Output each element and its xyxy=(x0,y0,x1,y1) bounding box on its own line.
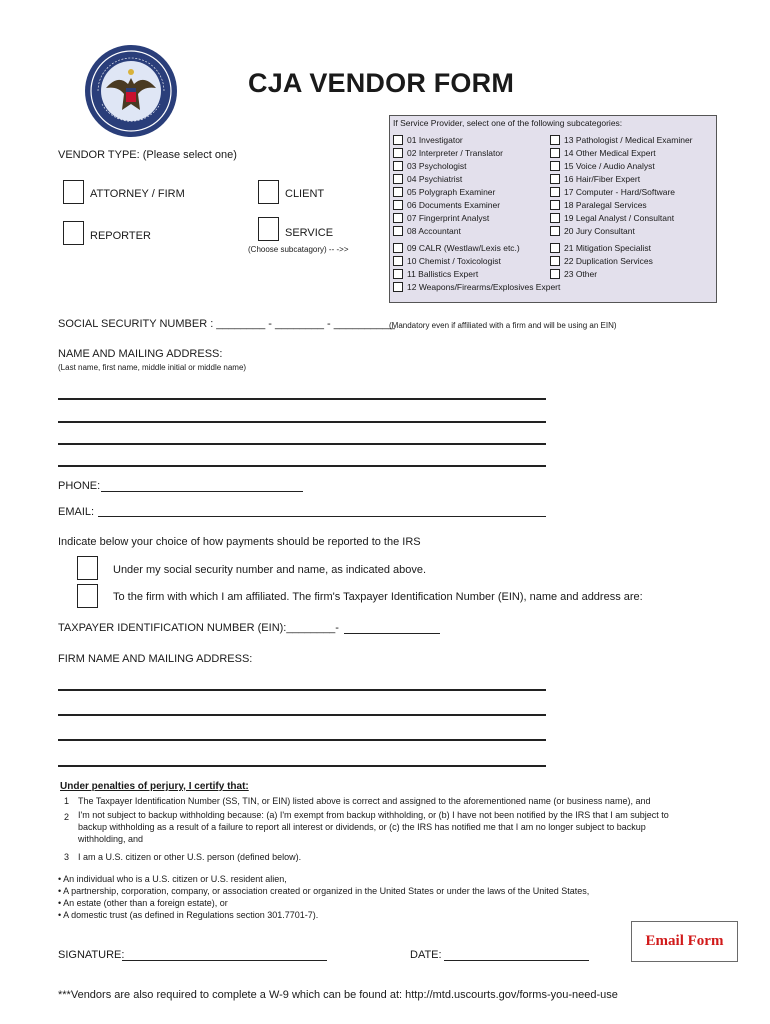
attorney-label: ATTORNEY / FIRM xyxy=(90,188,185,200)
subcategory-left-item[interactable] xyxy=(393,242,560,255)
subcategory-left-item[interactable] xyxy=(393,255,560,268)
subcategory-checkbox[interactable] xyxy=(393,213,403,223)
subcategory-list-left xyxy=(393,134,560,294)
subcategory-checkbox[interactable] xyxy=(393,200,403,210)
firm-address-line-1[interactable] xyxy=(58,689,546,691)
subcategory-label: 12 Weapons/Firearms/Explosives Expert xyxy=(407,282,561,292)
subcategory-checkbox[interactable] xyxy=(550,213,560,223)
subcategory-checkbox[interactable] xyxy=(550,256,560,266)
name-address-line-3[interactable] xyxy=(58,443,546,445)
subcategory-checkbox[interactable] xyxy=(550,226,560,236)
court-seal-logo xyxy=(84,44,178,138)
footer-note: ***Vendors are also required to complete a W-9 which can be found at: http://mtd.uscourts.gov/forms-you-need-use xyxy=(58,989,618,1001)
subcategory-label: 13 Pathologist / Medical Examiner xyxy=(564,135,693,145)
certify-num-1: 1 xyxy=(64,796,70,806)
subcategory-right-item[interactable] xyxy=(550,225,693,238)
subcategory-right-item[interactable] xyxy=(550,255,693,268)
subcategory-left-item[interactable] xyxy=(393,186,560,199)
ssn-label[interactable]: SOCIAL SECURITY NUMBER : ________ - ________ - __________ xyxy=(58,318,395,330)
subcategory-checkbox[interactable] xyxy=(393,243,403,253)
subcategory-label: 14 Other Medical Expert xyxy=(564,148,656,158)
bullet-3: • An estate (other than a foreign estate), or xyxy=(58,898,228,908)
certify-item-2: I'm not subject to backup withholding because: (a) I'm exempt from backup withholding, or (b) I have not been notified by the IRS that I am subject to backup withholding as a result of a failure to report all interest or dividends, or (c) the IRS has notified me that I am no longer subject to backup withholding, and xyxy=(78,810,669,844)
subcategory-right-item[interactable] xyxy=(550,242,693,255)
name-address-note: (Last name, first name, middle initial or middle name) xyxy=(58,363,247,372)
attorney-checkbox[interactable] xyxy=(63,180,84,204)
service-checkbox[interactable] xyxy=(258,217,279,241)
subcategory-label: 05 Polygraph Examiner xyxy=(407,187,496,197)
vendor-type-label: VENDOR TYPE: (Please select one) xyxy=(58,149,237,161)
service-note: (Choose subcatagory) -- ->> xyxy=(248,245,349,254)
subcategory-right-item[interactable] xyxy=(550,186,693,199)
subcategory-label: 01 Investigator xyxy=(407,135,463,145)
subcategory-left-item[interactable] xyxy=(393,173,560,186)
bullet-4: • A domestic trust (as defined in Regulations section 301.7701-7). xyxy=(58,910,319,920)
subcategory-list-right xyxy=(550,134,693,281)
subcategory-label: 19 Legal Analyst / Consultant xyxy=(564,213,675,223)
certify-num-2: 2 xyxy=(64,812,70,822)
subcategory-right-item[interactable] xyxy=(550,212,693,225)
ein-label: TAXPAYER IDENTIFICATION NUMBER (EIN):________- xyxy=(58,622,339,634)
ssn-note: (Mandatory even if affiliated with a firm and will be using an EIN) xyxy=(389,321,617,330)
irs-firm-checkbox[interactable] xyxy=(77,584,98,608)
subcategory-right-item[interactable] xyxy=(550,147,693,160)
subcategory-checkbox[interactable] xyxy=(393,256,403,266)
subcategory-right-item[interactable] xyxy=(550,199,693,212)
subcategory-checkbox[interactable] xyxy=(393,187,403,197)
subcategory-checkbox[interactable] xyxy=(550,148,560,158)
subcategory-checkbox[interactable] xyxy=(550,174,560,184)
subcategory-left-item[interactable] xyxy=(393,225,560,238)
subcategory-right-item[interactable] xyxy=(550,268,693,281)
certify-item-1: The Taxpayer Identification Number (SS, TIN, or EIN) listed above is correct and assigned to the aforementioned name (or business name), and xyxy=(78,796,651,806)
subcategory-left-item[interactable] xyxy=(393,268,560,281)
subcategory-label: 07 Fingerprint Analyst xyxy=(407,213,490,223)
bullet-2: • A partnership, corporation, company, or association created or organized in the United States or under the laws of the United States, xyxy=(58,886,590,896)
subcategory-left-item[interactable] xyxy=(393,281,560,294)
subcategory-label: 09 CALR (Westlaw/Lexis etc.) xyxy=(407,243,520,253)
irs-ssn-checkbox[interactable] xyxy=(77,556,98,580)
subcategory-label: 08 Accountant xyxy=(407,226,461,236)
subcategory-label: 17 Computer - Hard/Software xyxy=(564,187,676,197)
subcategory-label: 20 Jury Consultant xyxy=(564,226,635,236)
subcategory-label: 16 Hair/Fiber Expert xyxy=(564,174,641,184)
name-address-line-2[interactable] xyxy=(58,421,546,423)
subcategory-left-item[interactable] xyxy=(393,147,560,160)
subcategory-label: 21 Mitigation Specialist xyxy=(564,243,651,253)
email-label: EMAIL: xyxy=(58,506,95,518)
signature-field[interactable] xyxy=(122,960,327,961)
subcategory-label: 15 Voice / Audio Analyst xyxy=(564,161,655,171)
subcategory-checkbox[interactable] xyxy=(393,148,403,158)
subcategory-label: 11 Ballistics Expert xyxy=(407,269,479,279)
name-address-line-4[interactable] xyxy=(58,465,546,467)
client-label: CLIENT xyxy=(285,188,325,200)
email-field[interactable] xyxy=(98,516,546,517)
subcategory-right-item[interactable] xyxy=(550,160,693,173)
subcategory-checkbox[interactable] xyxy=(550,135,560,145)
bullet-1: • An individual who is a U.S. citizen or U.S. resident alien, xyxy=(58,874,287,884)
phone-field[interactable] xyxy=(101,491,303,492)
firm-address-line-2[interactable] xyxy=(58,714,546,716)
client-checkbox[interactable] xyxy=(258,180,279,204)
subcategory-checkbox[interactable] xyxy=(550,161,560,171)
subcategory-checkbox[interactable] xyxy=(393,161,403,171)
reporter-checkbox[interactable] xyxy=(63,221,84,245)
service-label: SERVICE xyxy=(285,227,334,239)
subcategory-left-item[interactable] xyxy=(393,212,560,225)
firm-address-line-3[interactable] xyxy=(58,739,546,741)
subcategory-heading: If Service Provider, select one of the following subcategories: xyxy=(393,118,623,128)
certify-item-3: I am a U.S. citizen or other U.S. person (defined below). xyxy=(78,852,302,862)
subcategory-right-item[interactable] xyxy=(550,173,693,186)
ein-field[interactable] xyxy=(344,633,440,634)
subcategory-checkbox[interactable] xyxy=(393,269,403,279)
subcategory-left-item[interactable] xyxy=(393,134,560,147)
subcategory-right-item[interactable] xyxy=(550,134,693,147)
subcategory-left-item[interactable] xyxy=(393,199,560,212)
subcategory-label: 06 Documents Examiner xyxy=(407,200,501,210)
name-address-line-1[interactable] xyxy=(58,398,546,400)
subcategory-left-item[interactable] xyxy=(393,160,560,173)
form-title: CJA VENDOR FORM xyxy=(248,68,515,98)
phone-label: PHONE: xyxy=(58,480,101,492)
certify-heading: Under penalties of perjury, I certify that: xyxy=(60,781,249,792)
subcategory-label: 02 Interpreter / Translator xyxy=(407,148,503,158)
subcategory-checkbox[interactable] xyxy=(550,200,560,210)
certify-num-3: 3 xyxy=(64,852,70,862)
email-form-button[interactable]: Email Form xyxy=(631,921,738,962)
reporter-label: REPORTER xyxy=(90,230,151,242)
subcategory-label: 23 Other xyxy=(564,269,598,279)
subcategory-checkbox[interactable] xyxy=(550,187,560,197)
subcategory-checkbox[interactable] xyxy=(393,282,403,292)
date-label: DATE: xyxy=(410,949,442,961)
subcategory-label: 10 Chemist / Toxicologist xyxy=(407,256,501,266)
subcategory-label: 18 Paralegal Services xyxy=(564,200,647,210)
subcategory-checkbox[interactable] xyxy=(393,135,403,145)
irs-ssn-option: Under my social security number and name, as indicated above. xyxy=(113,564,427,576)
subcategory-checkbox[interactable] xyxy=(393,174,403,184)
subcategory-label: 03 Psychologist xyxy=(407,161,467,171)
irs-instruction: Indicate below your choice of how payments should be reported to the IRS xyxy=(58,536,421,548)
signature-label: SIGNATURE: xyxy=(58,949,125,961)
subcategory-checkbox[interactable] xyxy=(393,226,403,236)
subcategory-checkbox[interactable] xyxy=(550,243,560,253)
subcategory-checkbox[interactable] xyxy=(550,269,560,279)
firm-address-label: FIRM NAME AND MAILING ADDRESS: xyxy=(58,653,253,665)
subcategory-label: 04 Psychiatrist xyxy=(407,174,463,184)
irs-firm-option: To the firm with which I am affiliated. The firm's Taxpayer Identification Number (EIN), name and address are: xyxy=(113,591,643,603)
name-address-label: NAME AND MAILING ADDRESS: xyxy=(58,348,223,360)
firm-address-line-4[interactable] xyxy=(58,765,546,767)
subcategory-label: 22 Duplication Services xyxy=(564,256,653,266)
date-field[interactable] xyxy=(444,960,589,961)
